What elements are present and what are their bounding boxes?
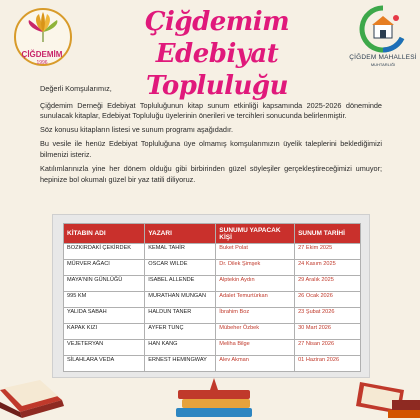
cell-author: ERNEST HEMINGWAY — [145, 356, 216, 372]
cell-presenter: Alev Akman — [216, 356, 295, 372]
logo-right-sub: MUHTARLIĞI — [370, 62, 396, 67]
table-header-row — [64, 224, 361, 244]
cell-author: KEMAL TAHİR — [145, 244, 216, 260]
letter-body — [40, 84, 382, 189]
cell-date: 01 Haziran 2026 — [295, 356, 361, 372]
cell-author: ISABEL ALLENDE — [145, 276, 216, 292]
title-line-1: Çiğdemim Edebiyat — [144, 7, 290, 69]
header-presenter: SUNUMU YAPACAK KİŞİ — [216, 224, 295, 244]
cell-presenter: Adalet Temurtürkan — [216, 292, 295, 308]
table-row — [64, 260, 361, 276]
cell-book: BOZKIRDAKİ ÇEKİRDEK — [64, 244, 145, 260]
cell-book: SİLAHLARA VEDA — [64, 356, 145, 372]
table-row — [64, 244, 361, 260]
cigdemim-logo — [6, 8, 78, 80]
table-panel — [52, 214, 370, 378]
logo-right-name: ÇİĞDEM MAHALLESİ — [349, 54, 417, 61]
paragraph-1: Çiğdemim Derneği Edebiyat Topluluğunun kitap sunum etkinliği kapsamında 2025-2026 döneminde sunulacak kitaplar, Edebiyat Topluluğu üyelerinin önerileri ve tercihleri sonucunda belirlenmiştir. — [40, 100, 382, 121]
table-row — [64, 276, 361, 292]
books-right-icon — [356, 382, 420, 418]
cell-author: MURATHAN MUNGAN — [145, 292, 216, 308]
logo-left-year: 1996 — [36, 60, 48, 66]
cell-book: MÜRVER AĞACI — [64, 260, 145, 276]
cell-presenter: Buket Polat — [216, 244, 295, 260]
title-line-2: Topluluğu — [145, 71, 289, 101]
header-date: SUNUM TARİHİ — [295, 224, 361, 244]
cell-date: 23 Şubat 2026 — [295, 308, 361, 324]
paragraph-4: Katılımlarınızla yine her dönem olduğu gibi birbirinden güzel söyleşiler gerçekleştireceğimizi umuyor; hepinize bol okumalı güzel bir yaz tatili diliyoruz. — [40, 164, 382, 184]
open-book-left-icon — [0, 380, 64, 418]
cell-presenter: Dr. Dilek Şimşek — [216, 260, 295, 276]
paragraph-3: Bu vesile ile henüz Edebiyat Topluluğuna üye olmamış komşularımızın üyelik taleplerini beklediğimizi bilmenizi isteriz. — [40, 139, 382, 159]
logo-left-name: ÇİĞDEMİM — [21, 50, 63, 59]
cell-presenter: İbrahim Boz — [216, 308, 295, 324]
neighborhood-emblem-icon — [350, 4, 416, 54]
cell-book: YALIDA SABAH — [64, 308, 145, 324]
cell-author: HALDUN TANER — [145, 308, 216, 324]
paragraph-2: Söz konusu kitapların listesi ve sunum programı aşağıdadır. — [40, 125, 234, 135]
table-row — [64, 292, 361, 308]
cell-date: 26 Ocak 2026 — [295, 292, 361, 308]
cell-author: HAN KANG — [145, 340, 216, 356]
cell-date: 27 Nisan 2026 — [295, 340, 361, 356]
header-book-title: KİTABIN ADI — [64, 224, 145, 244]
cell-presenter: Meliha Bilge — [216, 340, 295, 356]
cell-author: AYFER TUNÇ — [145, 324, 216, 340]
table-row — [64, 324, 361, 340]
cell-presenter: Mübeher Özbek — [216, 324, 295, 340]
cell-author: OSCAR WILDE — [145, 260, 216, 276]
cell-book: MAYA'NIN GÜNLÜĞÜ — [64, 276, 145, 292]
book-schedule-table — [63, 223, 361, 372]
cell-presenter: Alptekin Aydın — [216, 276, 295, 292]
stacked-books-icon — [176, 378, 252, 417]
table-row — [64, 340, 361, 356]
cell-date: 29 Aralık 2025 — [295, 276, 361, 292]
decorative-books-icon — [0, 360, 420, 420]
header-author: YAZARI — [145, 224, 216, 244]
cell-book: 995 KM — [64, 292, 145, 308]
cell-date: 27 Ekim 2025 — [295, 244, 361, 260]
cell-book: VEJETERYAN — [64, 340, 145, 356]
mahalle-logo — [350, 4, 416, 74]
cell-date: 30 Mart 2026 — [295, 324, 361, 340]
table-row — [64, 308, 361, 324]
greeting: Değerli Komşularımız, — [40, 84, 112, 93]
cell-book: KAPAK KIZI — [64, 324, 145, 340]
cell-date: 24 Kasım 2025 — [295, 260, 361, 276]
